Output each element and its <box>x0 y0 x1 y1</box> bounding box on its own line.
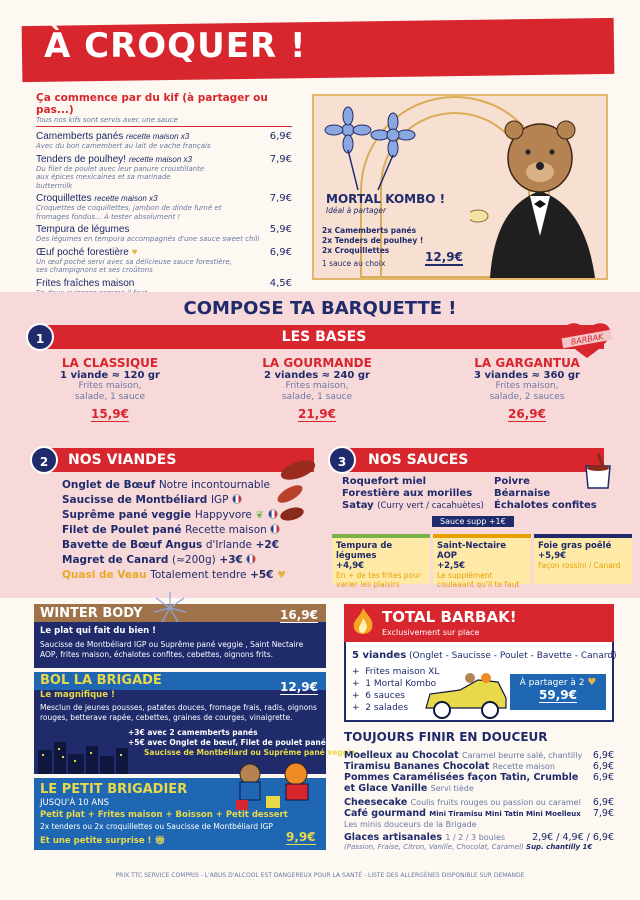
dish-addons <box>128 728 356 758</box>
dish-subtitle: Exclusivement sur place <box>382 628 480 637</box>
france-flag-icon <box>270 524 280 534</box>
meat-note: IGP <box>210 494 229 506</box>
barbak-badge-label: BARBAK <box>570 332 604 347</box>
sauce-supplement-badge: Sauce supp +1€ <box>432 516 514 527</box>
list-item <box>344 750 614 761</box>
supplement-price: +5,9€ <box>538 551 567 561</box>
base-card <box>20 356 200 422</box>
item-desc: Du filet de poulet avec leur panure croustillante aux épices mexicaines et sa marinade buttermilk <box>36 164 205 190</box>
list-item: + 2 salades <box>352 703 409 713</box>
barbak-item: 6 sauces <box>365 691 405 701</box>
kombo-line: 2x Camemberts panés <box>322 226 417 235</box>
meat-note: Notre incontournable <box>158 479 270 491</box>
item-price: 6,9€ <box>269 246 292 258</box>
barbak-meats-list: (Onglet - Saucisse - Poulet - Bavette - Canard) <box>409 651 617 661</box>
dish-desc <box>40 836 165 846</box>
dessert-name: Cheesecake <box>344 797 408 808</box>
list-item <box>344 783 614 794</box>
fireworks-icon <box>150 590 190 626</box>
barbak-item: 2 salades <box>365 703 409 713</box>
base-qty: 3 viandes ≈ 360 gr <box>474 370 580 381</box>
supplement-price: +4,9€ <box>336 561 365 571</box>
minis-label: Les minis douceurs de la Brigade <box>344 820 477 829</box>
meat-name: Filet de Poulet pané <box>62 524 182 536</box>
dessert-price: 6,9€ <box>592 772 614 783</box>
list-item: + Frites maison XL <box>352 667 440 677</box>
heart-badge-icon <box>560 320 614 360</box>
heart-icon: ♥ <box>587 677 597 688</box>
glaces-flavours-text: (Passion, Fraise, Citron, Vanille, Chocolat, Caramel) <box>344 843 524 851</box>
base-card <box>227 356 407 422</box>
item-extra: recette maison x3 <box>94 194 158 203</box>
dessert-price: 6,9€ <box>592 797 614 808</box>
dish-desc: Petit plat + Frites maison + Boisson + Petit dessert <box>40 810 288 820</box>
dish-title: BOL LA BRIGADE <box>40 673 162 688</box>
dish-desc: Saucisse de Montbéliard IGP ou Suprême pané veggie , Saint Nectaire AOP, frites maison, échalotes confites, cebettes, oignons frits. <box>40 640 304 659</box>
meat-name: Onglet de Bœuf <box>62 479 156 491</box>
heart-icon: ♥ <box>131 246 138 258</box>
barbak-meats-count: 5 viandes <box>352 650 407 661</box>
vintage-car-icon <box>420 672 510 722</box>
dessert-note: Mini Tiramisu Mini Tatin Mini Moelleux <box>429 810 581 818</box>
dessert-price: 7,9€ <box>592 808 614 819</box>
gift-icon: 🎁︎ <box>154 836 166 846</box>
item-extra: recette maison x3 <box>126 132 190 141</box>
meat-name: Quasi de Veau <box>62 569 147 581</box>
list-item: Béarnaise <box>494 488 551 499</box>
list-item <box>62 538 286 553</box>
dessert-name: Moelleux au Chocolat <box>344 750 459 761</box>
list-item <box>344 797 614 808</box>
dessert-note: Servi tiède <box>430 784 474 793</box>
step-badge: 2 <box>30 446 58 474</box>
supplement-price: +2,5€ <box>437 561 466 571</box>
sauces-list <box>494 476 597 512</box>
sauce-note: (Curry vert / cacahuètes) <box>377 501 484 511</box>
dessert-note: Recette maison <box>492 762 555 771</box>
list-item <box>62 478 286 493</box>
list-item <box>62 553 286 568</box>
supplement-desc: En + de tes frites pour varier les plaisirs <box>336 571 421 589</box>
list-item <box>344 808 614 820</box>
base-desc: Frites maison, <box>285 381 349 391</box>
base-price: 26,9€ <box>508 407 546 421</box>
meat-note: d'Irlande <box>205 539 252 551</box>
sauce-name: Forestière aux morilles <box>342 488 473 499</box>
compose-title: COMPOSE TA BARQUETTE ! <box>183 298 457 319</box>
dessert-name: Café gourmand <box>344 808 426 819</box>
leaf-icon: ❦ <box>255 510 264 521</box>
list-item <box>344 832 614 843</box>
item-desc: Un œuf poché servi avec sa délicieuse sauce forestière, ses champignons et ses croûtons <box>36 257 232 274</box>
sauce-name: Satay <box>342 500 374 511</box>
dish-title: LE PETIT BRIGADIER <box>40 782 188 797</box>
bases-bar: LES BASES <box>44 325 604 349</box>
meat-note: Recette maison <box>185 524 267 536</box>
kombo-price: 12,9€ <box>425 250 463 264</box>
city-skyline-icon <box>34 736 134 774</box>
starters-subheading: Tous nos kifs sont servis avec une sauce <box>36 116 292 127</box>
list-item <box>342 500 484 512</box>
page-title: À CROQUER ! <box>44 26 307 66</box>
item-name: Croquillettes <box>36 193 92 204</box>
meat-name: Magret de Canard <box>62 554 169 566</box>
dessert-note: Caramel beurre salé, chantilly <box>462 751 583 760</box>
dessert-name: Pommes Caramélisées façon Tatin, Crumble <box>344 772 579 783</box>
list-item: Échalotes confites <box>494 500 597 511</box>
meat-note: Happyvore <box>194 509 252 521</box>
offer-price: 59,9€ <box>539 688 577 702</box>
list-item <box>62 523 286 538</box>
dish-title: WINTER BODY <box>40 606 143 621</box>
base-desc: Frites maison, <box>495 381 559 391</box>
item-desc: Avec du bon camembert au lait de vache français <box>36 142 211 150</box>
base-name: LA GARGANTUA <box>474 356 580 370</box>
menu-item <box>36 247 292 275</box>
item-desc: Des légumes en tempura accompagnés d'une sauce sweet chili <box>36 235 260 243</box>
item-price: 7,9€ <box>269 193 292 204</box>
base-desc: salade, 1 sauce <box>281 392 353 402</box>
dessert-name: et Glace Vanille <box>344 783 428 794</box>
heart-icon: ♥ <box>277 570 287 581</box>
desserts-title: TOUJOURS FINIR EN DOUCEUR <box>344 730 548 744</box>
step-badge: 1 <box>26 323 54 351</box>
item-price: 5,9€ <box>269 224 292 235</box>
item-name: Camemberts panés <box>36 131 124 142</box>
dish-price: 9,9€ <box>286 830 316 844</box>
dessert-price: 2,9€ / 4,9€ / 6,9€ <box>532 832 614 843</box>
kombo-list <box>322 226 423 256</box>
base-name: LA GOURMANDE <box>262 356 372 370</box>
dessert-price: 6,9€ <box>592 750 614 761</box>
list-item <box>342 488 484 500</box>
kombo-line: 2x Tenders de poulhey ! <box>322 236 424 245</box>
meat-name: Suprême pané veggie <box>62 509 192 521</box>
dish-price: 16,9€ <box>280 608 318 622</box>
toys-icon <box>230 760 322 810</box>
dessert-note: 1 / 2 / 3 boules <box>445 833 506 842</box>
item-name: Tempura de légumes <box>36 224 130 235</box>
item-name: Œuf poché forestière <box>36 246 129 258</box>
starters-heading: Ça commence par du kif (à partager ou pas...) <box>36 92 268 116</box>
list-item <box>344 761 614 772</box>
dessert-name: Tiramisu Bananes Chocolat <box>344 761 490 772</box>
offer-label <box>510 677 606 688</box>
viandes-bar: NOS VIANDES <box>44 448 314 472</box>
meat-supplement: +2€ <box>255 539 280 551</box>
step-badge: 3 <box>328 446 356 474</box>
meat-name: Bavette de Bœuf Angus <box>62 539 203 551</box>
item-price: 6,9€ <box>269 131 292 142</box>
dish-subtitle: JUSQU'À 10 ANS <box>40 798 109 808</box>
glaces-supplement: Sup. chantilly 1€ <box>526 843 593 851</box>
sauces-bar: NOS SAUCES <box>342 448 604 472</box>
dish-desc: Mesclun de jeunes pousses, patates douces, fromage frais, radis, oignons rouges, betterave rapée, cebettes, graines de courges, vinaigrette. <box>40 703 317 722</box>
supplement-title: Saint-Nectaire AOP <box>437 541 507 561</box>
meat-note: Totalement tendre <box>150 569 247 581</box>
sauce-name: Roquefort miel <box>342 476 427 487</box>
list-item <box>62 568 286 583</box>
base-desc: salade, 1 sauce <box>74 392 146 402</box>
france-flag-icon <box>232 494 242 504</box>
addon-line: +3€ avec 2 camemberts panés <box>128 728 258 737</box>
supplement-title: Foie gras poêlé <box>538 541 612 551</box>
kombo-line: 2x Croquillettes <box>322 246 390 255</box>
item-name: Frites fraîches maison <box>36 277 135 289</box>
base-desc: Frites maison, <box>78 381 142 391</box>
sauces-list <box>342 476 484 512</box>
list-item: Poivre <box>494 476 530 487</box>
item-desc: Croquettes de coquillettes, jambon de dinde fumé et fromages fondus... À tester absolument ! <box>36 204 222 221</box>
base-name: LA CLASSIQUE <box>61 356 159 370</box>
desserts-list <box>344 750 614 852</box>
list-item <box>344 772 614 783</box>
barbak-item: 1 Mortal Kombo <box>365 679 437 689</box>
surprise-label: Et une petite surprise ! <box>40 836 152 846</box>
barbak-offer <box>510 674 606 710</box>
meat-supplement: +3€ <box>219 554 243 566</box>
list-item: + 1 Mortal Kombo <box>352 679 437 689</box>
dish-subtitle: Le plat qui fait du bien ! <box>40 626 157 636</box>
dessert-name: Glaces artisanales <box>344 832 442 843</box>
dish-subtitle: Le magnifique ! <box>40 690 115 700</box>
base-card <box>437 356 617 422</box>
france-flag-icon <box>246 554 256 564</box>
meat-supplement: +5€ <box>250 569 274 581</box>
flowers-icon <box>318 100 428 192</box>
dish-desc: 2x tenders ou 2x croquillettes ou Saucisse de Montbéliard IGP <box>40 822 273 831</box>
base-desc: salade, 2 sauces <box>489 392 565 402</box>
france-flag-icon <box>268 509 278 519</box>
item-price: 4,5€ <box>269 277 292 289</box>
kombo-subtitle: Idéal à partager <box>326 206 387 215</box>
base-qty: 2 viandes ≈ 240 gr <box>264 370 370 381</box>
supplement-desc: Le supplément coulaaant qu'il te faut <box>437 571 520 589</box>
menu-item <box>36 154 292 191</box>
starters-section <box>36 92 292 297</box>
dessert-note: Coulis fruits rouges ou passion ou caramel <box>410 798 581 807</box>
base-price: 21,9€ <box>298 407 336 421</box>
meat-name: Saucisse de Montbéliard <box>62 494 208 506</box>
barbak-meats <box>352 650 617 661</box>
kombo-title: MORTAL KOMBO ! <box>326 192 446 206</box>
item-price: 7,9€ <box>269 153 292 165</box>
flame-icon <box>350 606 376 638</box>
barbak-item: Frites maison XL <box>365 667 440 677</box>
menu-item <box>36 193 292 221</box>
list-item <box>62 493 286 508</box>
offer-text: À partager à 2 <box>519 678 585 688</box>
supplement-title: Tempura de légumes <box>336 541 393 561</box>
item-name: Tenders de poulhey! <box>36 153 127 165</box>
menu-item <box>36 131 292 151</box>
footer-note: PRIX TTC SERVICE COMPRIS - L'ABUS D'ALCOOL EST DANGEREUX POUR LA SANTÉ - LISTE DES ALLERGÈNES DISPONIBLE SUR DEMANDE <box>115 872 525 879</box>
meat-note: (≈200g) <box>172 554 216 566</box>
viandes-list <box>62 478 286 583</box>
menu-item <box>36 224 292 244</box>
supplement-desc: Façon rossini / Canard <box>538 561 621 570</box>
dish-title: TOTAL BARBAK! <box>382 608 517 626</box>
dish-price: 12,9€ <box>280 680 318 694</box>
bear-mascot-icon <box>470 96 608 278</box>
list-item <box>62 508 286 523</box>
dessert-price: 6,9€ <box>592 761 614 772</box>
supplement-box <box>433 534 531 589</box>
addon-line: +5€ avec Onglet de bœuf, Filet de poulet pané, <box>128 738 329 747</box>
item-extra: recette maison x3 <box>128 154 192 164</box>
glaces-flavours <box>344 843 614 852</box>
base-qty: 1 viande ≈ 120 gr <box>60 370 160 381</box>
base-price: 15,9€ <box>91 407 129 421</box>
supplement-box <box>332 534 430 589</box>
list-item <box>342 476 484 488</box>
list-item: + 6 sauces <box>352 691 405 701</box>
supplement-box <box>534 534 632 584</box>
kombo-sauce: 1 sauce au choix <box>322 259 386 268</box>
addon-line: Saucisse de Montbéliard ou Suprême pané veggie <box>144 748 356 757</box>
